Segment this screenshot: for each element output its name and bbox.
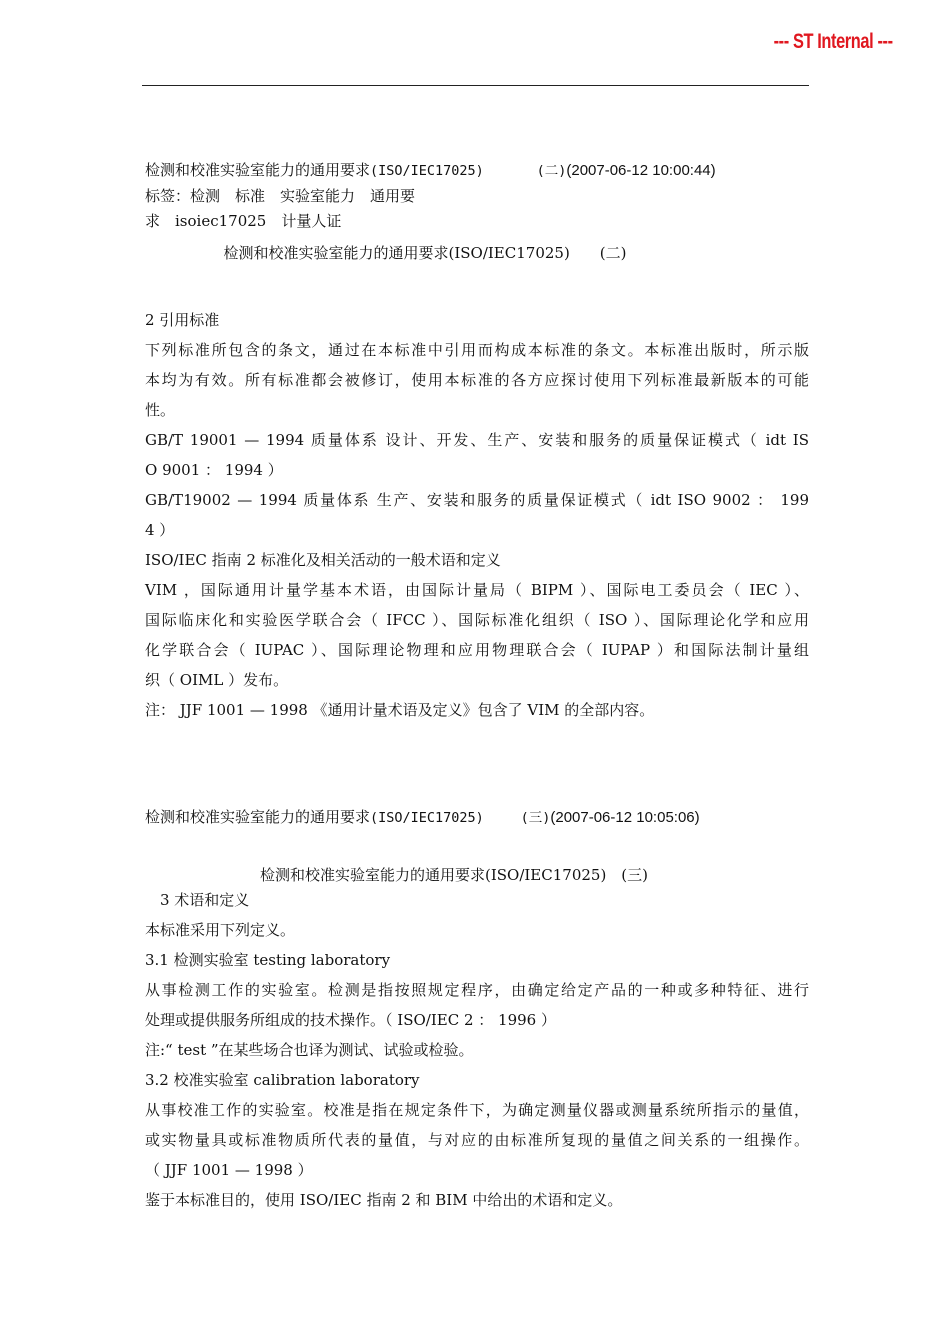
header-rule — [142, 85, 809, 86]
post2-title-line — [145, 807, 809, 828]
post1-tags-label: 标签： — [145, 187, 191, 205]
post1-line: ISO/IEC 指南 2 标准化及相关活动的一般术语和定义 — [145, 551, 501, 569]
post2-center-title: 检测和校准实验室能力的通用要求(ISO/IEC17025) (三) — [259, 866, 649, 884]
post1-title: 检测和校准实验室能力的通用要求 — [145, 161, 371, 179]
post1-line: 织（ OIML ）发布。 — [145, 671, 289, 689]
post2-line: 3 术语和定义 — [160, 891, 250, 909]
post1-line: 2 引用标准 — [145, 311, 220, 329]
post2-line: 注:“ test ”在某些场合也译为测试、试验或检验。 — [145, 1041, 474, 1059]
post1-line: 4 ） — [145, 521, 175, 539]
post2-title: 检测和校准实验室能力的通用要求 — [145, 808, 371, 826]
post1-line: 国际临床化和实验医学联合会（ IFCC ）、国际标准化组织（ ISO ）、国际理论化学和应用 — [145, 611, 809, 629]
st-internal-watermark: --- ST Internal --- — [773, 30, 893, 53]
post2-line: 3.2 校准实验室 calibration laboratory — [145, 1071, 420, 1089]
post1-center-title: 检测和校准实验室能力的通用要求(ISO/IEC17025) (二) — [223, 244, 627, 262]
post1-line: GB/T 19001 — 1994 质量体系 设计、开发、生产、安装和服务的质量保证模式（ idt IS — [145, 431, 809, 449]
post1-line: 化学联合会（ IUPAC ）、国际理论物理和应用物理联合会（ IUPAP ）和国际法制计量组 — [145, 641, 809, 659]
post2-line: 3.1 检测实验室 testing laboratory — [145, 951, 391, 969]
post2-line: （ JJF 1001 — 1998 ） — [145, 1161, 313, 1179]
post2-line: 本标准采用下列定义。 — [145, 921, 296, 939]
post1-timestamp: (2007-06-12 10:00:44) — [566, 162, 716, 179]
post1-title-code: (ISO/IEC17025) — [370, 163, 484, 179]
post1-line: 本均为有效。所有标准都会被修订，使用本标准的各方应探讨使用下列标准最新版本的可能 — [145, 371, 809, 389]
post2-title-part: (三) — [520, 810, 551, 826]
post1-line: 性。 — [145, 401, 176, 419]
post1-line: 注： JJF 1001 — 1998 《通用计量术语及定义》包含了 VIM 的全部内容。 — [145, 701, 655, 719]
post1-title-part: (二) — [536, 163, 567, 179]
post1-tags-text1[interactable]: 检测 标准 实验室能力 通用要 — [190, 187, 416, 205]
post2-line: 或实物量具或标准物质所代表的量值，与对应的由标准所复现的量值之间关系的一组操作。 — [145, 1131, 809, 1149]
post2-timestamp: (2007-06-12 10:05:06) — [550, 809, 700, 826]
post1-line: VIM ，国际通用计量学基本术语，由国际计量局（ BIPM ）、国际电工委员会（ IEC ）、 — [145, 581, 809, 599]
post2-title-code: (ISO/IEC17025) — [370, 810, 484, 826]
document-body — [145, 160, 809, 1215]
post2-line: 从事检测工作的实验室。检测是指按照规定程序，由确定给定产品的一种或多种特征、进行 — [145, 981, 809, 999]
post1-tags-line2[interactable]: 求 isoiec17025 计量人证 — [145, 212, 342, 230]
post1-tags-line1 — [145, 186, 445, 206]
post1-line: O 9001 ： 1994 ） — [145, 461, 283, 479]
post1-line: GB/T19002 — 1994 质量体系 生产、安装和服务的质量保证模式（ idt ISO 9002 ： 199 — [145, 491, 809, 509]
post2-line: 处理或提供服务所组成的技术操作。（ ISO/IEC 2 ： 1996 ） — [145, 1011, 556, 1029]
post1-line: 下列标准所包含的条文，通过在本标准中引用而构成本标准的条文。本标准出版时，所示版 — [145, 341, 809, 359]
post1-title-line — [145, 160, 809, 181]
post2-line: 鉴于本标准目的，使用 ISO/IEC 指南 2 和 BIM 中给出的术语和定义。 — [145, 1191, 623, 1209]
post2-line: 从事校准工作的实验室。校准是指在规定条件下，为确定测量仪器或测量系统所指示的量值， — [145, 1101, 809, 1119]
